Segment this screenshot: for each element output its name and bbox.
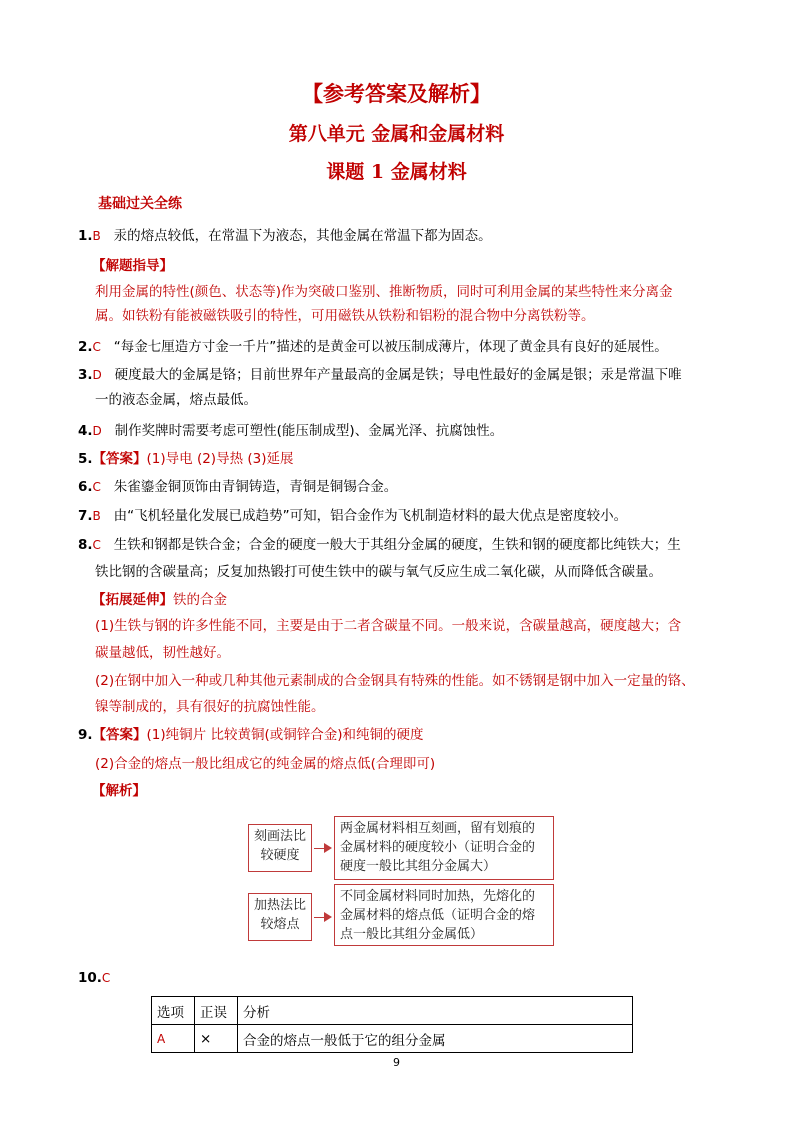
q10	[78, 968, 110, 988]
tip1-line1: 利用金属的特性(颜色、状态等)作为突破口鉴别、推断物质，同时可利用金属的某些特性来分离金	[95, 284, 673, 300]
q1-number: 1.	[78, 228, 93, 244]
ext-p1a: (1)生铁与钢的许多性能不同，主要是由于二者含碳量不同。一般来说，含碳量越高，硬度越大；含	[95, 618, 682, 634]
page-number: 9	[393, 1056, 400, 1069]
ext-p1b: 碳量越低，韧性越好。	[95, 645, 230, 661]
table-row	[152, 1025, 633, 1053]
q8	[78, 535, 681, 555]
q7	[78, 506, 627, 526]
q5-label: 【答案】	[92, 451, 147, 467]
analysis-diagram	[246, 814, 554, 946]
table-header-row	[152, 997, 633, 1025]
q6-answer: C	[92, 480, 101, 494]
q5	[78, 449, 293, 469]
box2-left-line2: 较熔点	[260, 917, 300, 932]
lesson-title: 课题 1 金属材料	[326, 161, 467, 183]
q9-line1: (1)纯铜片 比较黄铜(或铜锌合金)和纯铜的硬度	[146, 727, 424, 743]
ext-p2b: 镍等制成的，具有很好的抗腐蚀性能。	[95, 699, 325, 715]
header-analysis: 分析	[238, 997, 633, 1025]
box2-right-line2: 金属材料的熔点低（证明合金的熔	[340, 908, 536, 923]
q9-line2: (2)合金的熔点一般比组成它的纯金属的熔点低(合理即可)	[95, 756, 436, 772]
ext-heading	[92, 590, 227, 610]
tip1-line2: 属。如铁粉有能被磁铁吸引的特性，可用磁铁从铁粉和铝粉的混合物中分离铁粉等。	[95, 308, 595, 324]
section-heading: 基础过关全练	[98, 196, 182, 212]
q3	[78, 365, 682, 385]
q4-answer: D	[92, 424, 102, 438]
row-a-option: A	[152, 1025, 195, 1053]
q8-number: 8.	[78, 537, 93, 553]
row-a-correctness: ×	[195, 1025, 238, 1053]
hardness-method-box	[248, 824, 312, 872]
q10-answer: C	[101, 971, 111, 985]
box2-right-line3: 点一般比其组分金属低）	[340, 927, 484, 942]
q3-line2: 一的液态金属，熔点最低。	[95, 392, 257, 408]
ext-p2a: (2)在钢中加入一种或几种其他元素制成的合金钢具有特殊的性能。如不锈钢是钢中加入一定量的铬、	[95, 673, 695, 689]
q2-answer: C	[92, 340, 101, 354]
q3-line1: 硬度最大的金属是铬；目前世界年产量最高的金属是铁；导电性最好的金属是银；汞是常温下唯	[114, 367, 682, 383]
arrow-1	[314, 848, 330, 849]
row-a-analysis: 合金的熔点一般低于它的组分金属	[238, 1025, 633, 1053]
q4-number: 4.	[78, 423, 93, 439]
tip1-label: 【解题指导】	[92, 258, 173, 274]
q4	[78, 421, 503, 441]
q6-text: 朱雀鎏金铜顶饰由青铜铸造，青铜是铜锡合金。	[113, 479, 398, 495]
q7-answer: B	[92, 509, 101, 523]
header-option: 选项	[152, 997, 195, 1025]
box1-right-line1: 两金属材料相互刻画，留有划痕的	[340, 821, 536, 836]
q6	[78, 477, 397, 497]
box2-left-line1: 加热法比	[254, 898, 307, 913]
hardness-explanation-box	[334, 816, 554, 880]
melting-explanation-box	[334, 884, 554, 946]
box2-right-line1: 不同金属材料同时加热，先熔化的	[340, 889, 536, 904]
ext-title: 铁的合金	[173, 592, 227, 608]
q7-number: 7.	[78, 508, 93, 524]
q4-text: 制作奖牌时需要考虑可塑性(能压制成型)、金属光泽、抗腐蚀性。	[114, 423, 504, 439]
q9	[78, 725, 423, 745]
q1-text: 汞的熔点较低，在常温下为液态，其他金属在常温下都为固态。	[113, 228, 492, 244]
melting-method-box	[248, 893, 312, 941]
q8-line2: 铁比钢的含碳量高；反复加热锻打可使生铁中的碳与氧气反应生成二氧化碳，从而降低含碳量。	[95, 564, 662, 580]
q6-number: 6.	[78, 479, 93, 495]
q2-number: 2.	[78, 339, 93, 355]
q1	[78, 226, 492, 246]
header-correctness: 正误	[195, 997, 238, 1025]
box1-right-line3: 硬度一般比其组分金属大）	[340, 859, 497, 874]
unit-title: 第八单元 金属和金属材料	[288, 123, 505, 145]
arrow-2	[314, 917, 330, 918]
q2-text: “每金七厘造方寸金一千片”描述的是黄金可以被压制成薄片，体现了黄金具有良好的延展性。	[113, 339, 668, 355]
doc-title: 【参考答案及解析】	[302, 81, 491, 106]
q8-answer: C	[92, 538, 101, 552]
q7-text: 由“飞机轻量化发展已成趋势”可知，铝合金作为飞机制造材料的最大优点是密度较小。	[113, 508, 628, 524]
q9-analysis-label: 【解析】	[92, 783, 146, 799]
q9-label: 【答案】	[92, 727, 147, 743]
box1-left-line1: 刻画法比	[254, 829, 307, 844]
q2	[78, 337, 668, 357]
q3-answer: D	[92, 368, 102, 382]
q1-answer: B	[92, 229, 101, 243]
analysis-table	[151, 996, 633, 1053]
q3-number: 3.	[78, 367, 93, 383]
box1-right-line2: 金属材料的硬度较小（证明合金的	[340, 840, 536, 855]
q9-number: 9.	[78, 727, 93, 743]
q5-text: (1)导电 (2)导热 (3)延展	[146, 451, 294, 467]
box1-left-line2: 较硬度	[260, 848, 300, 863]
ext-label: 【拓展延伸】	[92, 592, 173, 608]
q10-number: 10.	[78, 970, 102, 986]
q5-number: 5.	[78, 451, 93, 467]
q8-line1: 生铁和钢都是铁合金；合金的硬度一般大于其组分金属的硬度，生铁和钢的硬度都比纯铁大；生	[113, 537, 681, 553]
